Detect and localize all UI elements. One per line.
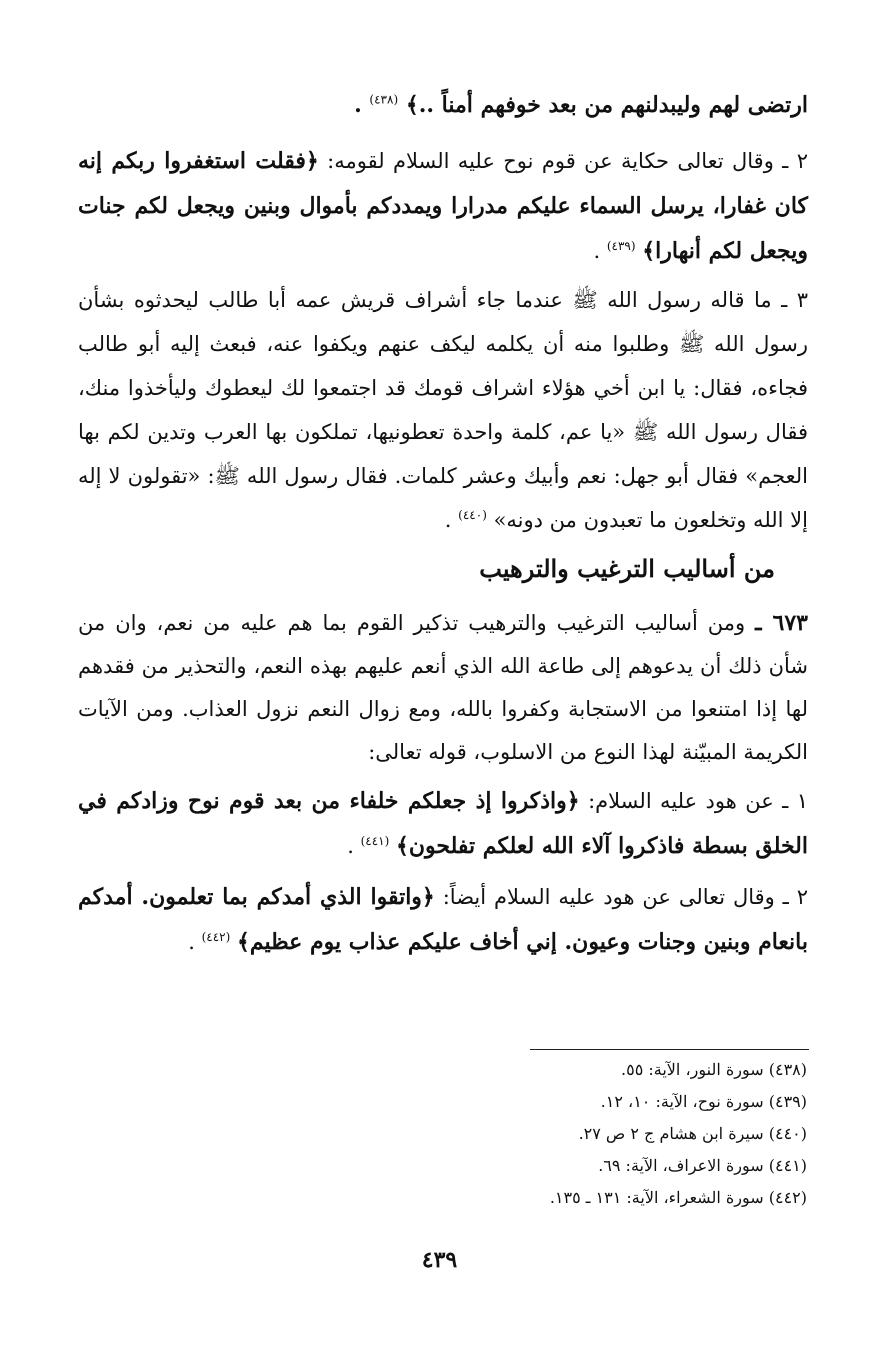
paragraph-hud-2: ٢ ـ وقال تعالى عن هود عليه السلام أيضاً: ﴿واتقوا الذي أمدكم بما تعلمون. أمدكم بانعام وبنين وجنات وعيون. إني أخاف عليكم عذاب يوم عظيم﴾ $^{(٤٤٢)}$ . <box>78 884 808 955</box>
verse-text: ﴿واتقوا الذي أمدكم بما تعلمون. أمدكم بانعام وبنين وجنات وعيون. إني أخاف عليكم عذاب يوم عظيم﴾ <box>78 884 808 955</box>
narrative-text: ٣ ـ ما قاله رسول الله ﷺ عندما جاء أشراف قريش عمه أبا طالب ليحدثوه بشأن رسول الله ﷺ وطلبوا منه أن يكلمه ليكف عنهم ويكفوا عنه، فبعث إليه أبو طالب فجاءه، فقال: يا ابن أخي هؤلاء اشراف قومك قد اجتمعوا لك ليعطوك وليأخذوا منك، فقال رسول الله ﷺ «يا عم، كلمة واحدة تعطونيها، تملكون بها العرب وتدين لكم بها العجم» فقال أبو جهل: نعم وأبيك وعشر كلمات. فقال رسول الله ﷺ: «تقولون لا إله إلا الله وتخلعون ما تعبدون من دونه» <box>78 288 808 532</box>
section-heading: من أساليب الترغيب والترهيب <box>479 554 775 583</box>
intro-text: ٢ ـ وقال تعالى حكاية عن قوم نوح عليه السلام لقومه: <box>327 149 808 173</box>
footnote-ref: (٤٤٢) <box>201 930 231 944</box>
footnote-item: (٤٣٨) سورة النور، الآية: ٥٥. <box>621 1060 807 1079</box>
paragraph-continuation: ارتضى لهم وليبدلنهم من بعد خوفهم أمناً ..﴾ $^{(٤٣٨)}$ . <box>354 92 808 118</box>
footnote-ref: (٤٣٩) <box>606 239 636 253</box>
paragraph-hud-1: ١ ـ عن هود عليه السلام: ﴿واذكروا إذ جعلكم خلفاء من بعد قوم نوح وزادكم في الخلق بسطة فاذكروا آلاء الله لعلكم تفلحون﴾ $^{(٤٤١)}$ . <box>78 788 808 859</box>
footnote-list <box>387 1054 807 1214</box>
intro-text: ١ ـ عن هود عليه السلام: <box>588 789 808 813</box>
footnote-item: (٤٤١) سورة الاعراف، الآية: ٦٩. <box>598 1156 807 1175</box>
paragraph-number: ٦٧٣ ـ <box>755 610 808 636</box>
paragraph-abu-talib: ٣ ـ ما قاله رسول الله ﷺ عندما جاء أشراف قريش عمه أبا طالب ليحدثوه بشأن رسول الله ﷺ وطلبوا منه أن يكلمه ليكف عنهم ويكفوا عنه، فبعث إليه أبو طالب فجاءه، فقال: يا ابن أخي هؤلاء اشراف قومك قد اجتمعوا لك ليعطوك وليأخذوا منك، فقال رسول الله ﷺ «يا عم، كلمة واحدة تعطونيها، تملكون بها العرب وتدين لكم بها العجم» فقال أبو جهل: نعم وأبيك وعشر كلمات. فقال رسول الله ﷺ: «تقولون لا إله إلا الله وتخلعون ما تعبدون من دونه» $^{(٤٤٠)}$ . <box>78 288 808 532</box>
footnote-item: (٤٤٠) سيرة ابن هشام ج ٢ ص ٢٧. <box>578 1124 807 1143</box>
verse-text: ﴿فقلت استغفروا ربكم إنه كان غفارا، يرسل السماء عليكم مدرارا ويمددكم بأموال وبنين ويجعل لكم جنات ويجعل لكم أنهارا﴾ <box>78 148 808 264</box>
verse-text: ﴿واذكروا إذ جعلكم خلفاء من بعد قوم نوح وزادكم في الخلق بسطة فاذكروا آلاء الله لعلكم تفلحون﴾ <box>78 788 808 859</box>
footnote-item: (٤٤٢) سورة الشعراء، الآية: ١٣١ ـ ١٣٥. <box>549 1188 807 1207</box>
paragraph-673 <box>78 602 808 774</box>
paragraph-noah: ٢ ـ وقال تعالى حكاية عن قوم نوح عليه السلام لقومه: ﴿فقلت استغفروا ربكم إنه كان غفارا، يرسل السماء عليكم مدرارا ويمددكم بأموال وبنين ويجعل لكم جنات ويجعل لكم أنهارا﴾ $^{(٤٣٩)}$ . <box>78 148 808 264</box>
intro-text: ٢ ـ وقال تعالى عن هود عليه السلام أيضاً: <box>442 885 808 909</box>
footnote-ref: (٤٤١) <box>360 834 390 848</box>
footnote-ref: (٤٣٨) <box>369 92 399 107</box>
footnote-item: (٤٣٩) سورة نوح، الآية: ١٠، ١٢. <box>600 1092 807 1111</box>
page-number: ٤٣٩ <box>421 1247 458 1273</box>
footnote-divider <box>530 1049 809 1050</box>
verse-text: ارتضى لهم وليبدلنهم من بعد خوفهم أمناً ..﴾ <box>405 92 808 118</box>
footnote-ref: (٤٤٠) <box>458 508 487 522</box>
narrative-text: ومن أساليب الترغيب والترهيب تذكير القوم بما هم عليه من نعم، وان من شأن ذلك أن يدعوهم إلى طاعة الله الذي أنعم عليهم بهذه النعم، والتحذير من فقدهم لها إذا امتنعوا من الاستجابة وكفروا بالله، ومع زوال النعم نزول العذاب. ومن الآيات الكريمة المبيّنة لهذا النوع من الاسلوب، قوله تعالى: <box>78 611 808 764</box>
